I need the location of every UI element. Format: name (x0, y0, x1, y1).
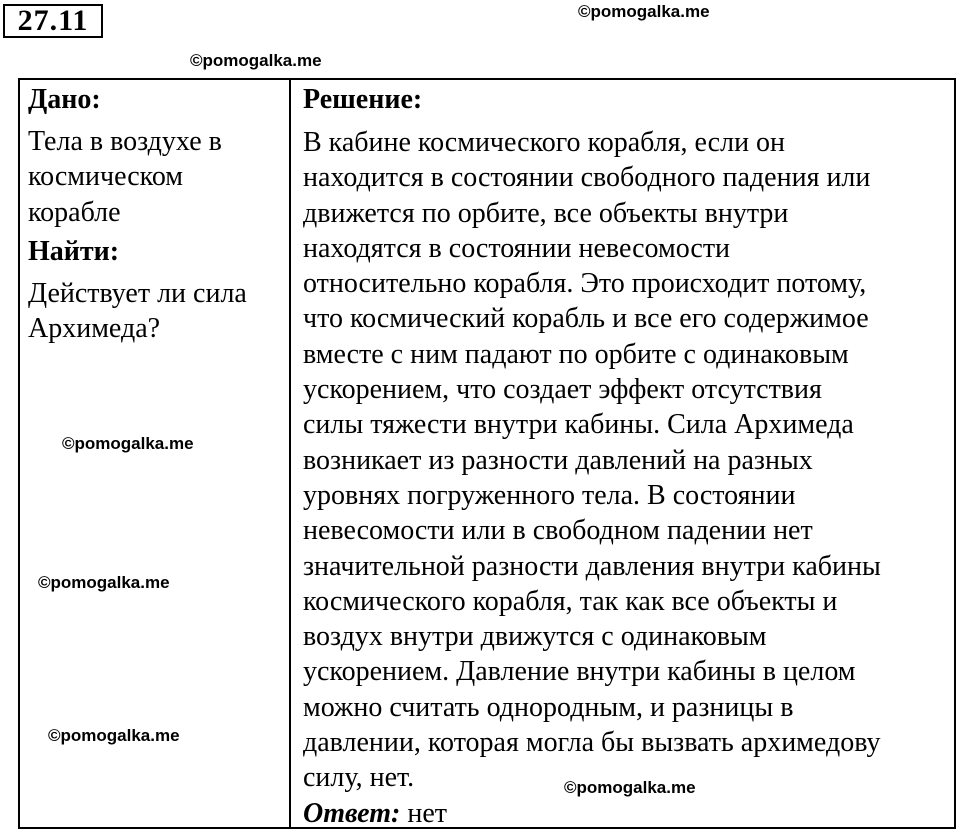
given-line: корабле (28, 196, 121, 228)
solution-line: воздух внутри движутся с одинаковым (303, 621, 767, 653)
watermark: ©pomogalka.me (62, 434, 194, 453)
find-line: Архимеда? (28, 313, 161, 345)
answer-label: Ответ: (303, 797, 401, 829)
solution-line: ускорением. Давление внутри кабины в целом (303, 656, 856, 688)
solution-column (291, 80, 954, 827)
solution-line: силу, нет. (303, 762, 415, 794)
solution-line: что космический корабль и все его содержимое (303, 303, 869, 335)
watermark: ©pomogalka.me (564, 778, 696, 797)
solution-line: находятся в состоянии невесомости (303, 232, 731, 264)
find-text (28, 276, 285, 347)
solution-line: космического корабля, так как все объекты и (303, 585, 838, 617)
given-column (20, 80, 291, 827)
solution-line: находится в состоянии свободного падения или (303, 162, 871, 194)
watermark: ©pomogalka.me (190, 51, 322, 70)
watermark: ©pomogalka.me (578, 2, 710, 21)
watermark: ©pomogalka.me (48, 726, 180, 745)
solution-heading: Решение: (303, 84, 423, 115)
solution-line: движется по орбите, все объекты внутри (303, 197, 789, 229)
solution-line: уровнях погруженного тела. В состоянии (303, 479, 796, 511)
solution-line: вместе с ним падают по орбите с одинаковым (303, 338, 849, 370)
answer-value: нет (407, 797, 447, 829)
given-heading: Дано: (28, 84, 101, 115)
solution-line: возникает из разности давлений на разных (303, 444, 813, 476)
solution-line: В кабине космического корабля, если он (303, 127, 786, 158)
find-line: Действует ли сила (28, 277, 247, 309)
given-text (28, 124, 285, 230)
find-heading: Найти: (28, 235, 120, 267)
problem-number: 27.11 (3, 4, 103, 38)
solution-text (303, 125, 948, 796)
solution-line: значительной разности давления внутри кабины (303, 550, 881, 582)
problem-table (18, 78, 956, 829)
watermark: ©pomogalka.me (38, 573, 170, 592)
solution-line: невесомости или в свободном падении нет (303, 515, 813, 547)
solution-line: силы тяжести внутри кабины. Сила Архимеда (303, 409, 854, 441)
solution-line: относительно корабля. Это происходит потому, (303, 268, 867, 300)
solution-line: можно считать однородным, и разницы в (303, 691, 794, 723)
given-line: космическом (28, 161, 184, 193)
answer-row (303, 796, 948, 832)
solution-line: давлении, которая могла бы вызвать архимедову (303, 727, 881, 759)
given-line: Тела в воздухе в (28, 126, 222, 157)
solution-line: ускорением, что создает эффект отсутствия (303, 374, 822, 406)
